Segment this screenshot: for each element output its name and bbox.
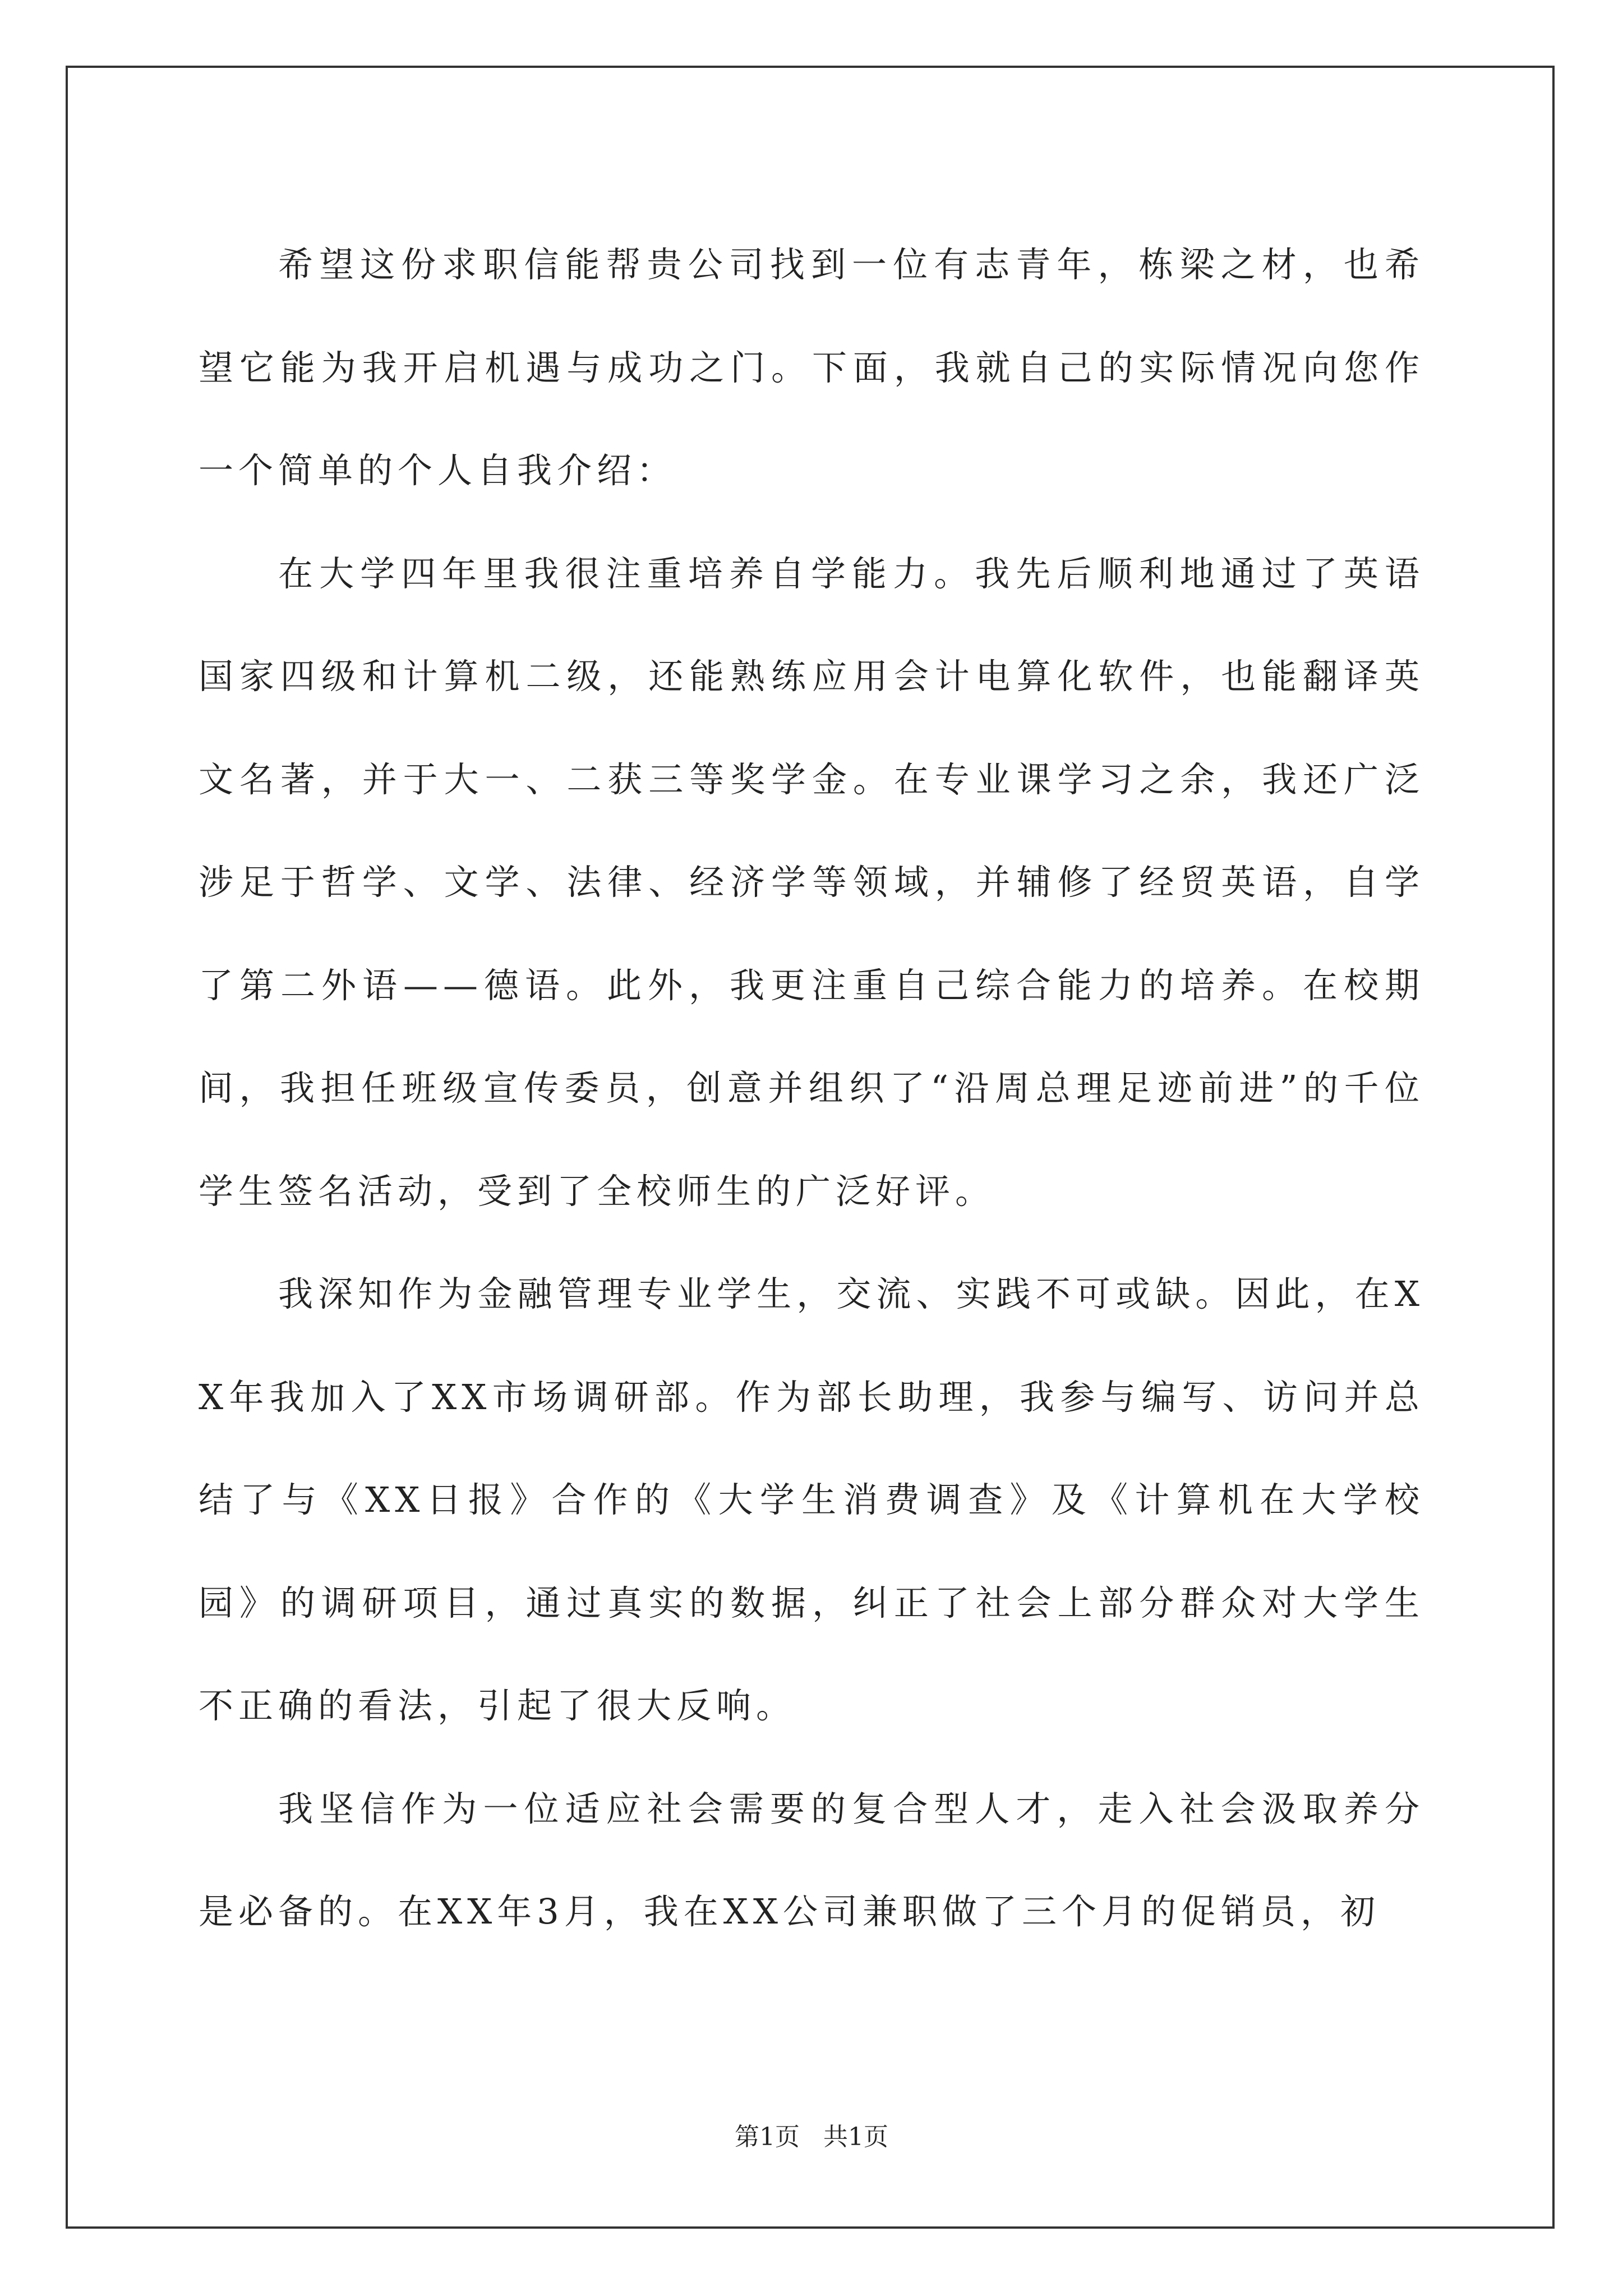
paragraph-intro: 希望这份求职信能帮贵公司找到一位有志青年，栋梁之材，也希望它能为我开启机遇与成功之门。下面，我就自己的实际情况向您作一个简单的个人自我介绍： bbox=[199, 244, 1424, 491]
paragraph-market-research: 我深知作为金融管理专业学生，交流、实践不可或缺。因此，在XX年我加入了XX市场调研部。作为部长助理，我参与编写、访问并总结了与《XX日报》合作的《大学生消费调查》及《计算机在大学校园》的调研项目，通过真实的数据，纠正了社会上部分群众对大学生不正确的看法，引起了很大反响。 bbox=[199, 1273, 1424, 1726]
paragraph-part-time-job: 我坚信作为一位适应社会需要的复合型人才，走入社会汲取养分是必备的。在XX年3月，我在XX公司兼职做了三个月的促销员，初 bbox=[199, 1788, 1424, 1932]
paragraph-university-study: 在大学四年里我很注重培养自学能力。我先后顺利地通过了英语国家四级和计算机二级，还能熟练应用会计电算化软件，也能翻译英文名著，并于大一、二获三等奖学金。在专业课学习之余，我还广泛涉足于哲学、文学、法律、经济学等领域，并辅修了经贸英语，自学了第二外语——德语。此外，我更注重自己综合能力的培养。在校期间，我担任班级宣传委员，创意并组织了“沿周总理足迹前进”的千位学生签名活动，受到了全校师生的广泛好评。 bbox=[199, 553, 1424, 1212]
letter-body bbox=[199, 213, 1424, 1963]
page-number-footer: 第1页 共1页 bbox=[735, 2123, 888, 2151]
